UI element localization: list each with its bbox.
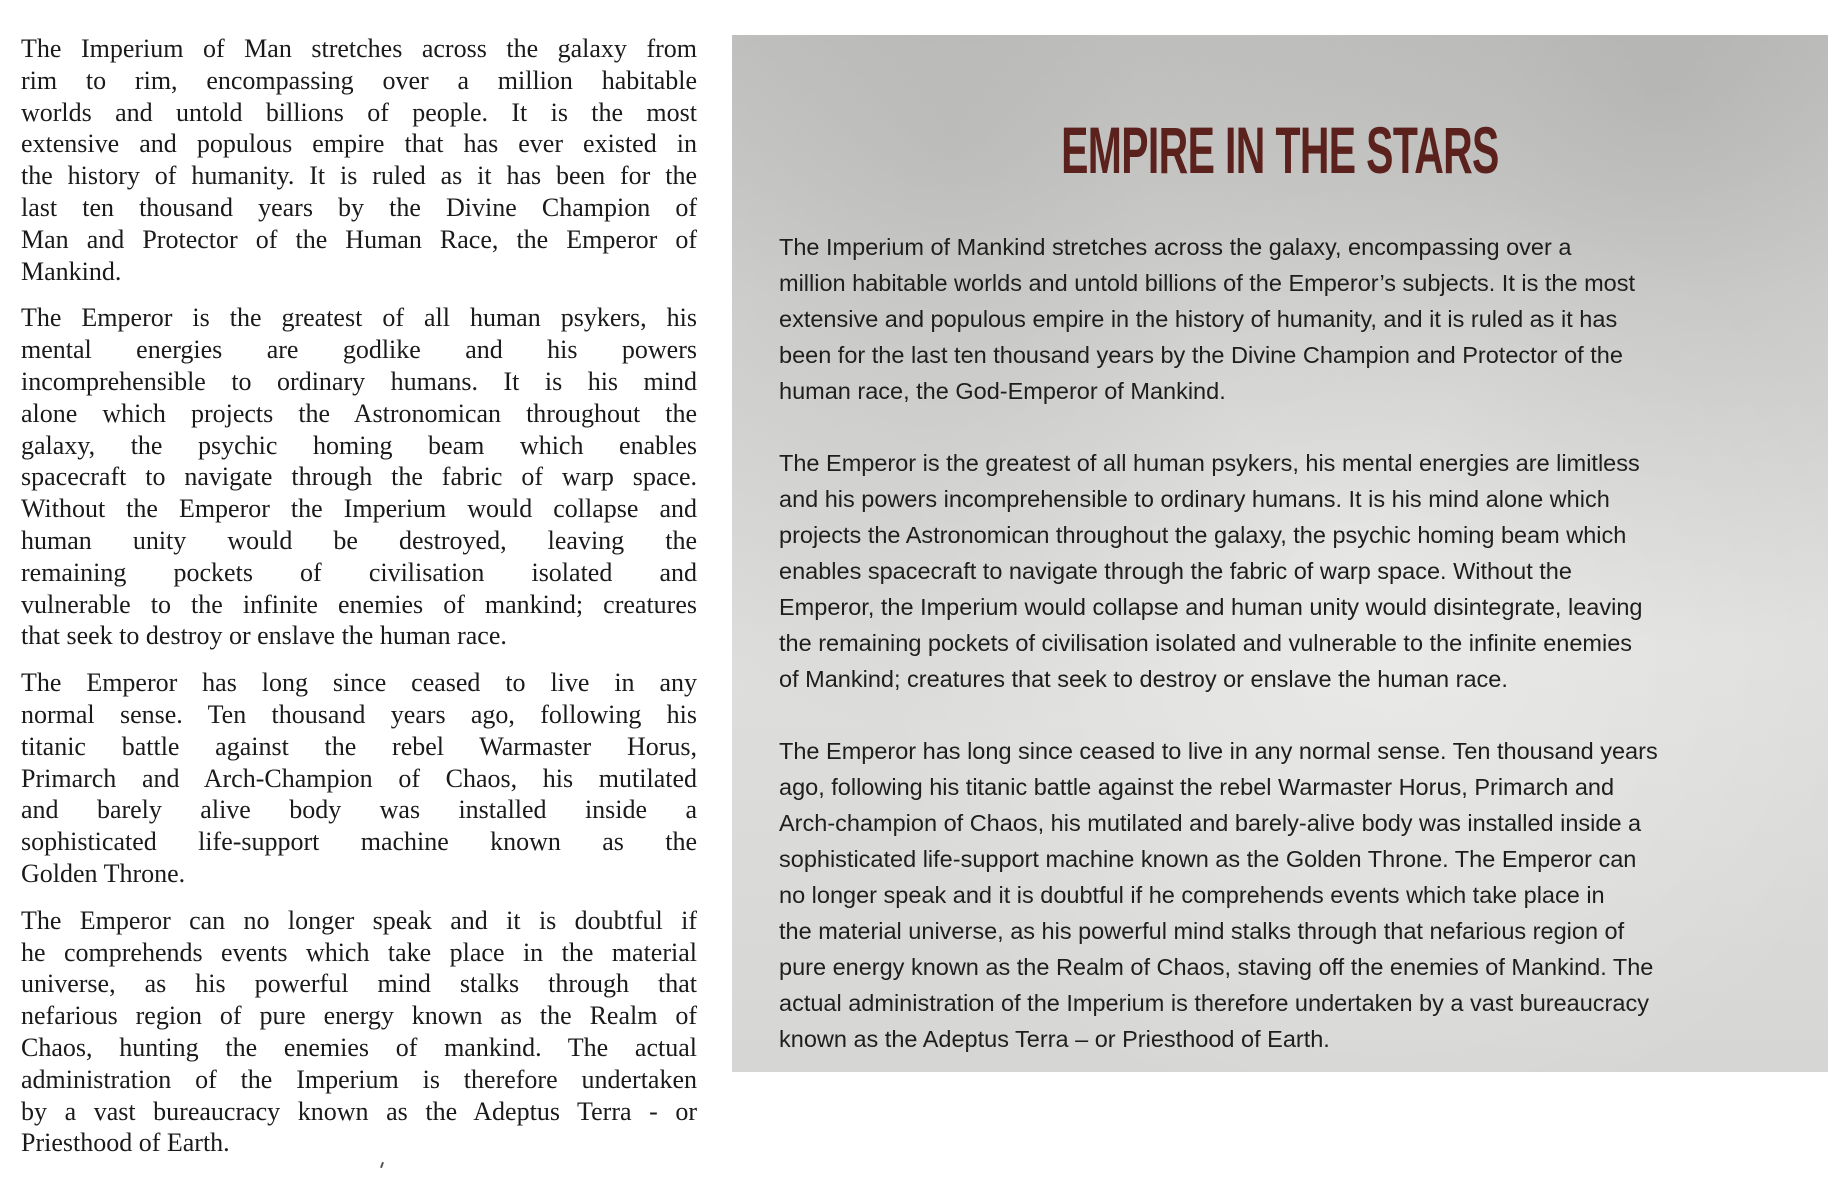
text-line: human race, the God-Emperor of Mankind.: [779, 378, 1226, 404]
text-line: The Imperium of Man stretches across the galaxy from: [21, 34, 697, 63]
text-line: Arch-champion of Chaos, his mutilated and barely-alive body was installed inside a: [779, 810, 1642, 836]
text-line: human unity would be destroyed, leaving the: [21, 525, 697, 555]
text-line: The Emperor has long since ceased to live in any: [21, 668, 697, 698]
revised-text-column: [779, 229, 1658, 1093]
text-line: Emperor, the Imperium would collapse and human unity would disintegrate, leaving: [779, 594, 1643, 620]
text-line: sophisticated life-support machine known as the Golden Throne. The Emperor can: [779, 846, 1637, 872]
text-line: Golden Throne.: [21, 858, 186, 888]
paragraph: [779, 733, 1658, 1057]
text-line: Man and Protector of the Human Race, the Emperor of: [21, 224, 697, 254]
text-line: extensive and populous empire that has ever existed in: [21, 129, 697, 159]
paragraph: [21, 302, 697, 652]
text-line: ago, following his titanic battle against the rebel Warmaster Horus, Primarch and: [779, 774, 1615, 800]
original-text-column: [21, 33, 697, 1174]
text-line: of Mankind; creatures that seek to destroy or enslave the human race.: [779, 666, 1508, 692]
text-line: that seek to destroy or enslave the human race.: [21, 621, 507, 651]
text-line: Without the Emperor the Imperium would collapse and: [21, 494, 697, 524]
text-line: no longer speak and it is doubtful if he comprehends events which take place in: [779, 882, 1605, 908]
text-line: enables spacecraft to navigate through the fabric of warp space. Without the: [779, 558, 1572, 584]
text-line: The Emperor has long since ceased to live in any normal sense. Ten thousand years: [779, 738, 1658, 764]
paragraph: [21, 33, 697, 287]
text-line: alone which projects the Astronomican throughout the: [21, 398, 697, 428]
text-line: Primarch and Arch-Champion of Chaos, his mutilated: [21, 763, 697, 793]
text-line: the remaining pockets of civilisation isolated and vulnerable to the infinite enemies: [779, 630, 1633, 656]
text-line: The Imperium of Mankind stretches across the galaxy, encompassing over a: [779, 234, 1572, 260]
text-line: The Emperor can no longer speak and it is doubtful if: [21, 905, 697, 935]
text-line: nefarious region of pure energy known as the Realm of: [21, 1001, 697, 1031]
text-line: spacecraft to navigate through the fabric of warp space.: [21, 462, 697, 492]
text-line: been for the last ten thousand years by the Divine Champion and Protector of the: [779, 342, 1623, 368]
text-line: pure energy known as the Realm of Chaos, staving off the enemies of Mankind. The: [779, 954, 1654, 980]
text-line: known as the Adeptus Terra – or Priesthood of Earth.: [779, 1026, 1330, 1052]
text-line: galaxy, the psychic homing beam which enables: [21, 430, 697, 460]
text-line: administration of the Imperium is therefore undertaken: [21, 1064, 697, 1094]
paragraph: [779, 229, 1658, 409]
text-line: and barely alive body was installed inside a: [21, 795, 697, 825]
text-line: sophisticated life-support machine known as the: [21, 827, 697, 857]
text-line: The Emperor is the greatest of all human psykers, his mental energies are limitless: [779, 450, 1640, 476]
paragraph: [779, 445, 1658, 697]
text-line: million habitable worlds and untold billions of the Emperor’s subjects. It is the most: [779, 270, 1636, 296]
text-line: worlds and untold billions of people. It is the most: [21, 97, 697, 127]
text-line: by a vast bureaucracy known as the Adeptus Terra - or: [21, 1096, 697, 1126]
panel-title-text: EMPIRE IN THE STARS: [1061, 113, 1499, 187]
paragraph: [21, 905, 697, 1159]
text-line: Chaos, hunting the enemies of mankind. The actual: [21, 1032, 697, 1062]
text-line: The Emperor is the greatest of all human psykers, his: [21, 303, 697, 333]
panel-title: [732, 113, 1828, 187]
text-line: extensive and populous empire in the history of humanity, and it is ruled as it has: [779, 306, 1618, 332]
text-line: the history of humanity. It is ruled as it has been for the: [21, 161, 697, 191]
text-line: universe, as his powerful mind stalks through that: [21, 969, 697, 999]
empire-in-the-stars-panel: [732, 35, 1828, 1072]
text-line: remaining pockets of civilisation isolated and: [21, 557, 697, 587]
text-line: the material universe, as his powerful mind stalks through that nefarious region of: [779, 918, 1625, 944]
text-line: mental energies are godlike and his powers: [21, 335, 697, 365]
text-line: Priesthood of Earth.: [21, 1128, 230, 1158]
text-line: normal sense. Ten thousand years ago, following his: [21, 699, 697, 729]
text-line: Mankind.: [21, 256, 122, 286]
text-line: he comprehends events which take place in the material: [21, 937, 697, 967]
text-line: and his powers incomprehensible to ordinary humans. It is his mind alone which: [779, 486, 1610, 512]
text-line: actual administration of the Imperium is therefore undertaken by a vast bureaucracy: [779, 990, 1649, 1016]
text-line: vulnerable to the infinite enemies of mankind; creatures: [21, 589, 697, 619]
text-line: titanic battle against the rebel Warmaster Horus,: [21, 731, 697, 761]
paragraph: [21, 667, 697, 890]
text-line: projects the Astronomican throughout the galaxy, the psychic homing beam which: [779, 522, 1627, 548]
text-line: incomprehensible to ordinary humans. It is his mind: [21, 366, 697, 396]
text-line: last ten thousand years by the Divine Champion of: [21, 192, 697, 222]
text-line: rim to rim, encompassing over a million habitable: [21, 65, 697, 95]
